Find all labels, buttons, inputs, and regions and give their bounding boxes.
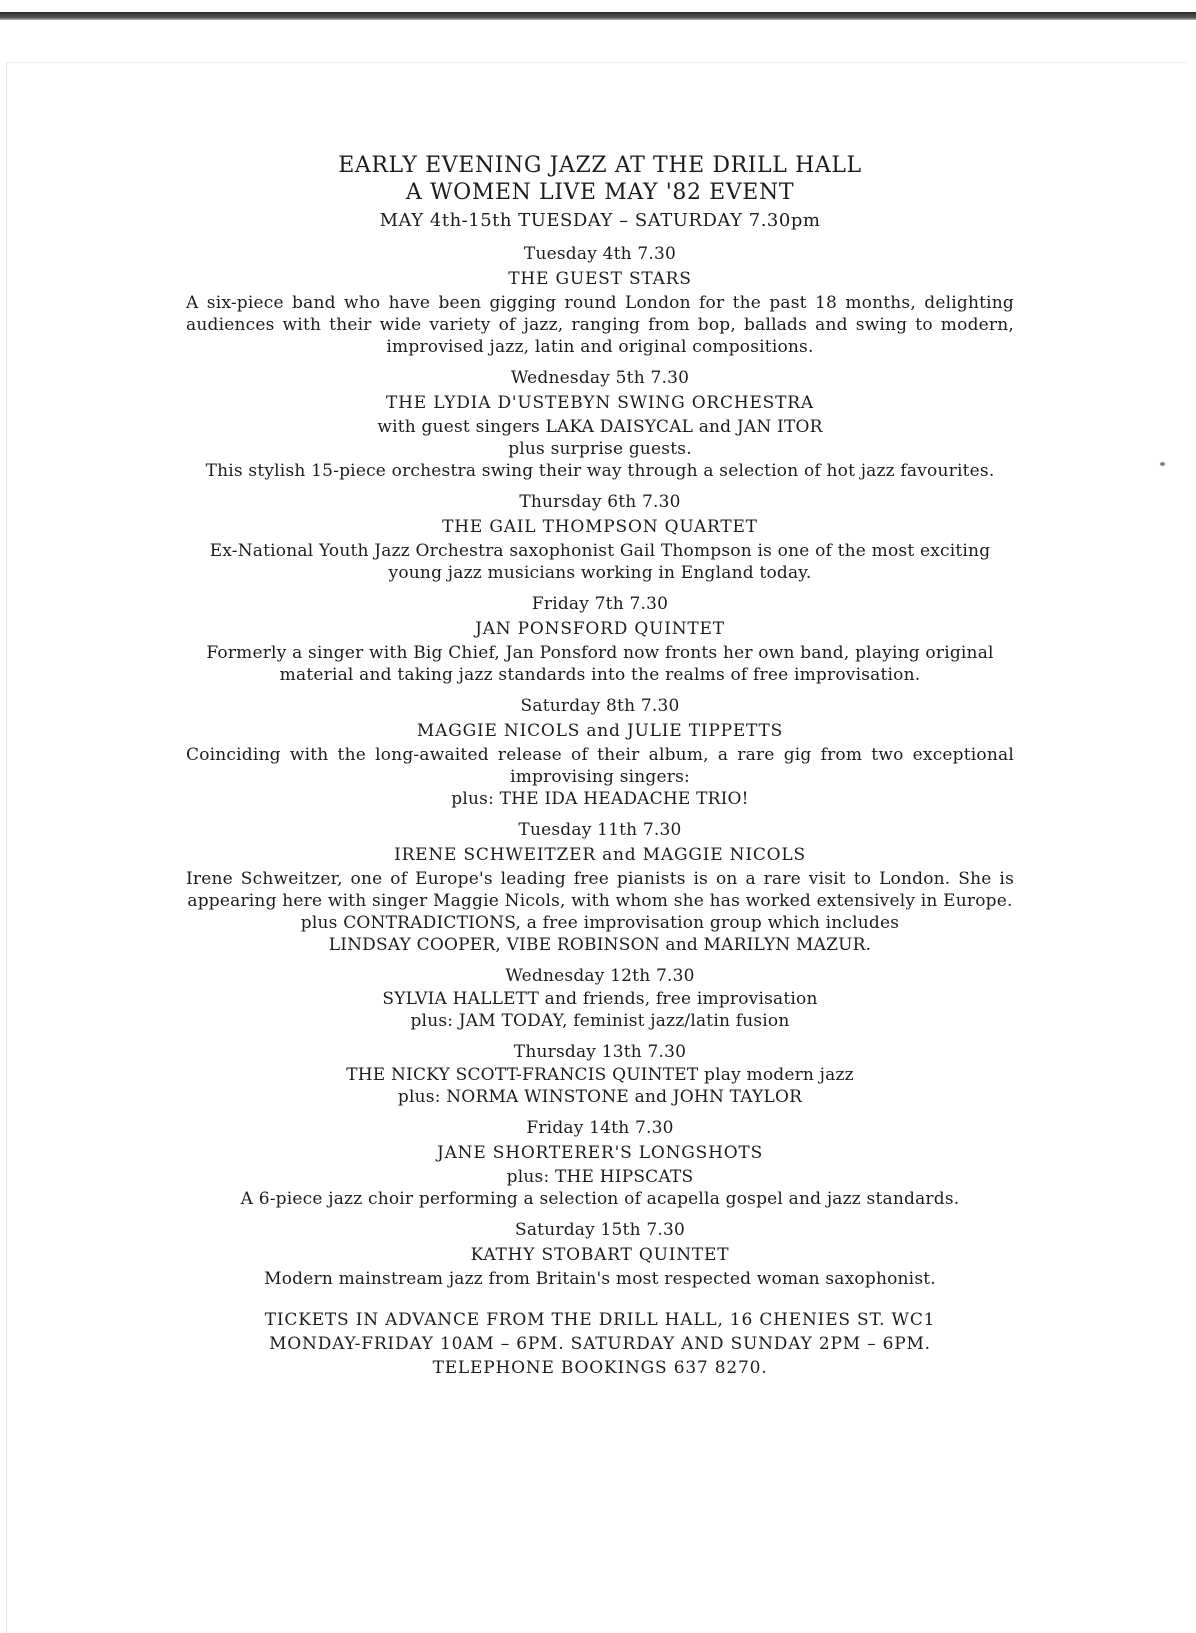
event-item bbox=[180, 818, 1020, 956]
event-support-members: LINDSAY COOPER, VIBE ROBINSON and MARILYN MAZUR. bbox=[328, 935, 872, 955]
title-line-2: A WOMEN LIVE MAY '82 EVENT bbox=[405, 180, 795, 205]
event-act: JANE SHORTERER'S LONGSHOTS bbox=[436, 1143, 764, 1163]
event-support: plus: THE HIPSCATS bbox=[506, 1167, 694, 1187]
ticket-info-line-2: MONDAY-FRIDAY 10AM – 6PM. SATURDAY AND SUNDAY 2PM – 6PM. bbox=[269, 1334, 931, 1354]
event-date: Tuesday 11th 7.30 bbox=[518, 820, 682, 840]
event-act-line: THE NICKY SCOTT-FRANCIS QUINTET play modern jazz bbox=[346, 1065, 854, 1085]
event-date: Friday 14th 7.30 bbox=[526, 1118, 674, 1138]
event-act: JAN PONSFORD QUINTET bbox=[475, 619, 725, 639]
event-act: IRENE SCHWEITZER and MAGGIE NICOLS bbox=[394, 845, 806, 865]
event-extra: plus surprise guests. bbox=[508, 439, 692, 459]
event-item bbox=[180, 1218, 1020, 1290]
event-description: Modern mainstream jazz from Britain's most respected woman saxophonist. bbox=[264, 1269, 936, 1289]
event-description: A 6-piece jazz choir performing a selection of acapella gospel and jazz standards. bbox=[240, 1189, 960, 1209]
flyer-content bbox=[180, 152, 1020, 1380]
event-act: THE GAIL THOMPSON QUARTET bbox=[442, 517, 758, 537]
event-item bbox=[180, 366, 1020, 482]
event-description: Irene Schweitzer, one of Europe's leading free pianists is on a rare visit to London. She is appearing here with singer Maggie Nicols, with whom she has worked extensively in Europe. bbox=[186, 869, 1014, 911]
title-line-1: EARLY EVENING JAZZ AT THE DRILL HALL bbox=[338, 153, 862, 178]
event-act-line: SYLVIA HALLETT and friends, free improvisation bbox=[382, 989, 818, 1009]
flyer-header bbox=[180, 152, 1020, 234]
event-date: Saturday 8th 7.30 bbox=[520, 696, 680, 716]
ticket-info-line-3: TELEPHONE BOOKINGS 637 8270. bbox=[432, 1358, 768, 1378]
event-date: Friday 7th 7.30 bbox=[531, 594, 669, 614]
scan-speck bbox=[1160, 462, 1165, 466]
event-support: plus: JAM TODAY, feminist jazz/latin fusion bbox=[410, 1011, 790, 1031]
event-item bbox=[180, 694, 1020, 810]
event-date: Thursday 6th 7.30 bbox=[519, 492, 681, 512]
date-range: MAY 4th-15th TUESDAY – SATURDAY 7.30pm bbox=[379, 210, 821, 231]
event-description: Coinciding with the long-awaited release of their album, a rare gig from two exceptional improvising singers: bbox=[186, 745, 1014, 787]
event-item bbox=[180, 1040, 1020, 1108]
event-act: THE LYDIA D'USTEBYN SWING ORCHESTRA bbox=[386, 393, 814, 413]
event-act: THE GUEST STARS bbox=[508, 269, 692, 289]
event-date: Thursday 13th 7.30 bbox=[513, 1042, 687, 1062]
event-support: plus: NORMA WINSTONE and JOHN TAYLOR bbox=[397, 1087, 803, 1107]
event-item bbox=[180, 964, 1020, 1032]
event-date: Saturday 15th 7.30 bbox=[515, 1220, 685, 1240]
event-act: KATHY STOBART QUINTET bbox=[470, 1245, 730, 1265]
event-description: A six-piece band who have been gigging round London for the past 18 months, delighting audiences with their wide variety of jazz, ranging from bop, ballads and swing to modern, improvised jazz, latin and original compositions. bbox=[186, 293, 1014, 357]
event-description: Ex-National Youth Jazz Orchestra saxophonist Gail Thompson is one of the most exciting young jazz musicians working in England today. bbox=[209, 541, 991, 583]
ticket-info-line-1: TICKETS IN ADVANCE FROM THE DRILL HALL, 16 CHENIES ST. WC1 bbox=[264, 1310, 936, 1330]
event-date: Wednesday 12th 7.30 bbox=[505, 966, 695, 986]
ticket-info bbox=[180, 1308, 1020, 1380]
event-item bbox=[180, 242, 1020, 358]
event-description: This stylish 15-piece orchestra swing their way through a selection of hot jazz favourites. bbox=[205, 461, 995, 481]
event-date: Tuesday 4th 7.30 bbox=[523, 244, 677, 264]
event-item bbox=[180, 1116, 1020, 1210]
event-act: MAGGIE NICOLS and JULIE TIPPETTS bbox=[416, 721, 784, 741]
event-guests: with guest singers LAKA DAISYCAL and JAN ITOR bbox=[377, 417, 823, 437]
scan-top-edge bbox=[0, 12, 1196, 20]
event-support: plus: THE IDA HEADACHE TRIO! bbox=[451, 789, 749, 809]
event-item bbox=[180, 592, 1020, 686]
event-support: plus CONTRADICTIONS, a free improvisation group which includes bbox=[300, 913, 900, 933]
event-description: Formerly a singer with Big Chief, Jan Ponsford now fronts her own band, playing original material and taking jazz standards into the realms of free improvisation. bbox=[206, 643, 994, 685]
event-date: Wednesday 5th 7.30 bbox=[510, 368, 690, 388]
event-item bbox=[180, 490, 1020, 584]
